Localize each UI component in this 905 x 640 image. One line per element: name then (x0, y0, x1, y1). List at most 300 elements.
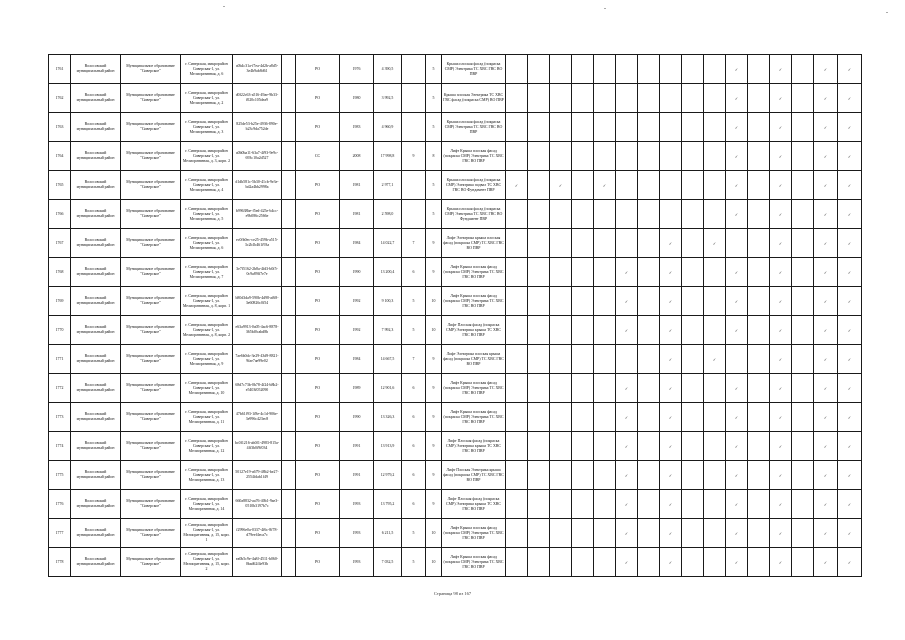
check-mark-icon: ✓ (726, 171, 748, 200)
row-number: 1775 (49, 461, 71, 490)
cadastral-id-cell: 7ae6b0dc-3e29-43d9-8821-9fae7ae99e02 (233, 345, 282, 374)
check-mark-icon: ✓ (726, 403, 748, 432)
entrances-cell: 9 (426, 345, 442, 374)
table-row (49, 287, 862, 316)
empty-mark-cell (748, 229, 770, 258)
works-list-cell: Лифт Электрика плоская крыша фасад (покраска СМР) ТС ХВС ГВС ВО ПВР (442, 345, 506, 374)
municipality-cell: Муниципальное образование "Сиверское" (121, 403, 181, 432)
floors-cell (402, 200, 426, 229)
floors-cell: 6 (402, 432, 426, 461)
empty-mark-cell (638, 258, 660, 287)
check-mark-icon: ✓ (704, 345, 726, 374)
entrances-cell: 5 (426, 200, 442, 229)
entrances-cell: 10 (426, 316, 442, 345)
empty-mark-cell (528, 200, 550, 229)
empty-mark-cell (704, 258, 726, 287)
empty-mark-cell (506, 548, 528, 577)
wall-material-cell: РО (296, 461, 340, 490)
empty-mark-cell (638, 171, 660, 200)
area-cell: 9 100,3 (374, 287, 402, 316)
empty-mark-cell (638, 55, 660, 84)
cadastral-id-cell: d1db581c-5b30-41cb-9e3e-bd2a4bb2998a (233, 171, 282, 200)
cadastral-id-cell: 47b61f93-1f8e-4c1d-906e-3e996c423ec8 (233, 403, 282, 432)
check-mark-icon: ✓ (838, 490, 862, 519)
empty-mark-cell (792, 84, 814, 113)
empty-cell (282, 519, 296, 548)
empty-mark-cell (572, 548, 594, 577)
empty-mark-cell (594, 142, 616, 171)
empty-mark-cell (682, 229, 704, 258)
empty-cell (282, 142, 296, 171)
check-mark-icon: ✓ (770, 171, 792, 200)
floors-cell: 6 (402, 258, 426, 287)
check-mark-icon: ✓ (616, 432, 638, 461)
check-mark-icon: ✓ (770, 316, 792, 345)
floors-cell: 5 (402, 519, 426, 548)
empty-mark-cell (748, 374, 770, 403)
check-mark-icon: ✓ (814, 171, 838, 200)
check-mark-icon: ✓ (594, 171, 616, 200)
empty-mark-cell (506, 113, 528, 142)
address-cell: г. Сиверская, микрорайон Сиверская-1, ул. Мелиоративная, д. 14 (181, 490, 233, 519)
check-mark-icon: ✓ (726, 316, 748, 345)
build-year-cell: 1983 (340, 113, 374, 142)
empty-mark-cell (748, 200, 770, 229)
check-mark-icon: ✓ (726, 142, 748, 171)
empty-mark-cell (704, 55, 726, 84)
empty-cell (282, 55, 296, 84)
empty-mark-cell (506, 287, 528, 316)
empty-mark-cell (550, 113, 572, 142)
empty-mark-cell (638, 374, 660, 403)
address-cell: г. Сиверская, микрорайон Сиверская-1, ул. Мелиоративная, д. 10 (181, 374, 233, 403)
row-number: 1766 (49, 200, 71, 229)
check-mark-icon: ✓ (726, 519, 748, 548)
empty-cell (282, 287, 296, 316)
check-mark-icon: ✓ (814, 142, 838, 171)
cadastral-id-cell: b80d3da9-590b-4d98-af68-3e60826c0f54 (233, 287, 282, 316)
empty-mark-cell (792, 490, 814, 519)
empty-mark-cell (550, 287, 572, 316)
entrances-cell: 9 (426, 490, 442, 519)
empty-mark-cell (660, 171, 682, 200)
empty-mark-cell (572, 84, 594, 113)
wall-material-cell: РО (296, 490, 340, 519)
empty-mark-cell (528, 548, 550, 577)
build-year-cell: 1991 (340, 461, 374, 490)
build-year-cell: 1984 (340, 345, 374, 374)
empty-mark-cell (704, 113, 726, 142)
empty-mark-cell (638, 490, 660, 519)
check-mark-icon: ✓ (814, 519, 838, 548)
empty-mark-cell (550, 345, 572, 374)
empty-cell (282, 84, 296, 113)
wall-material-cell: РО (296, 403, 340, 432)
works-list-cell: Лифт Крыша плоская фасад (покраска СМР) Электрика ТС ХВС ГВС ВО ПВР (442, 142, 506, 171)
works-list-cell: Крыша плоская фасад (покраска СМР) Электрика подвал ТС ХВС ГВС ВО Фундамент ПВР (442, 171, 506, 200)
empty-mark-cell (748, 432, 770, 461)
empty-mark-cell (506, 374, 528, 403)
empty-mark-cell (638, 403, 660, 432)
empty-mark-cell (748, 461, 770, 490)
check-mark-icon: ✓ (770, 84, 792, 113)
empty-cell (282, 316, 296, 345)
wall-material-cell: РО (296, 287, 340, 316)
empty-mark-cell (550, 55, 572, 84)
check-mark-icon: ✓ (506, 171, 528, 200)
empty-mark-cell (748, 490, 770, 519)
works-list-cell: Лифт Плоская фасад (покраска СМР) Электрика крыша ТС ХВС ГВС ВО ПВР (442, 432, 506, 461)
wall-material-cell: РО (296, 432, 340, 461)
empty-mark-cell (616, 200, 638, 229)
district-cell: Волосовский муниципальный район (71, 142, 121, 171)
empty-cell (282, 171, 296, 200)
entrances-cell: 9 (426, 432, 442, 461)
empty-mark-cell (572, 55, 594, 84)
check-mark-icon: ✓ (726, 548, 748, 577)
district-cell: Волосовский муниципальный район (71, 113, 121, 142)
check-mark-icon: ✓ (770, 258, 792, 287)
check-mark-icon: ✓ (660, 490, 682, 519)
cadastral-id-cell: ea0b5c9e-4a8f-4511-b060-0bad62f4e93b (233, 548, 282, 577)
check-mark-icon: ✓ (660, 461, 682, 490)
empty-mark-cell (704, 316, 726, 345)
empty-mark-cell (638, 229, 660, 258)
empty-mark-cell (528, 55, 550, 84)
empty-mark-cell (748, 548, 770, 577)
empty-mark-cell (682, 258, 704, 287)
cadastral-id-cell: a0b4c31a-f7ea-4d2b-a8d5-3e4b9ab8d61 (233, 55, 282, 84)
district-cell: Волосовский муниципальный район (71, 84, 121, 113)
empty-mark-cell (506, 200, 528, 229)
check-mark-icon: ✓ (814, 432, 838, 461)
check-mark-icon: ✓ (660, 316, 682, 345)
check-mark-icon: ✓ (726, 490, 748, 519)
district-cell: Волосовский муниципальный район (71, 258, 121, 287)
district-cell: Волосовский муниципальный район (71, 200, 121, 229)
empty-mark-cell (792, 519, 814, 548)
check-mark-icon: ✓ (814, 490, 838, 519)
build-year-cell: 1993 (340, 519, 374, 548)
district-cell: Волосовский муниципальный район (71, 403, 121, 432)
empty-mark-cell (704, 461, 726, 490)
empty-cell (282, 548, 296, 577)
entrances-cell: 10 (426, 287, 442, 316)
empty-mark-cell (638, 287, 660, 316)
wall-material-cell: РО (296, 171, 340, 200)
works-list-cell: Лифт Крыша плоская фасад (покраска СМР) Электрика ТС ХВС ГВС ВО ПВР (442, 374, 506, 403)
area-cell: 13 326,3 (374, 403, 402, 432)
build-year-cell: 2008 (340, 142, 374, 171)
empty-mark-cell (528, 171, 550, 200)
district-cell: Волосовский муниципальный район (71, 461, 121, 490)
scan-speck (886, 12, 888, 13)
empty-mark-cell (638, 84, 660, 113)
check-mark-icon: ✓ (550, 171, 572, 200)
floors-cell: 7 (402, 345, 426, 374)
empty-mark-cell (572, 490, 594, 519)
row-number: 1762 (49, 84, 71, 113)
empty-cell (282, 113, 296, 142)
empty-mark-cell (528, 490, 550, 519)
empty-mark-cell (594, 113, 616, 142)
district-cell: Волосовский муниципальный район (71, 229, 121, 258)
empty-mark-cell (506, 142, 528, 171)
cadastral-id-cell: d0f22c63-a516-49ae-9b33-f020c105dea9 (233, 84, 282, 113)
empty-mark-cell (704, 142, 726, 171)
check-mark-icon: ✓ (660, 229, 682, 258)
municipality-cell: Муниципальное образование "Сиверское" (121, 55, 181, 84)
empty-mark-cell (550, 229, 572, 258)
entrances-cell: 10 (426, 548, 442, 577)
empty-mark-cell (704, 171, 726, 200)
check-mark-icon: ✓ (726, 113, 748, 142)
check-mark-icon: ✓ (616, 287, 638, 316)
works-list-cell: Лифт Электрика крыша плоская фасад (покраска СМР) ТС ХВС ГВС ВО ПВР (442, 229, 506, 258)
district-cell: Волосовский муниципальный район (71, 374, 121, 403)
district-cell: Волосовский муниципальный район (71, 287, 121, 316)
empty-mark-cell (792, 403, 814, 432)
empty-mark-cell (594, 432, 616, 461)
empty-mark-cell (704, 403, 726, 432)
floors-cell: 7 (402, 229, 426, 258)
row-number: 1776 (49, 490, 71, 519)
cadastral-id-cell: e63a9913-0a05-4ac6-8878-365bf0cabd8b (233, 316, 282, 345)
entrances-cell: 5 (426, 84, 442, 113)
area-cell: 14 022,7 (374, 229, 402, 258)
check-mark-icon: ✓ (838, 374, 862, 403)
table-row (49, 171, 862, 200)
area-cell: 6 211,5 (374, 519, 402, 548)
area-cell: 13 795,2 (374, 490, 402, 519)
check-mark-icon: ✓ (616, 490, 638, 519)
empty-mark-cell (594, 55, 616, 84)
empty-cell (282, 229, 296, 258)
municipality-cell: Муниципальное образование "Сиверское" (121, 287, 181, 316)
check-mark-icon: ✓ (616, 316, 638, 345)
check-mark-icon: ✓ (770, 287, 792, 316)
check-mark-icon: ✓ (838, 548, 862, 577)
entrances-cell: 9 (426, 229, 442, 258)
cadastral-id-cell: a0b0ba11-63a7-4f93-9e9c-693c10a2d527 (233, 142, 282, 171)
check-mark-icon: ✓ (616, 374, 638, 403)
district-cell: Волосовский муниципальный район (71, 316, 121, 345)
cadastral-id-cell: 660a8832-aa76-40b1-9ae3-0510b3197b7c (233, 490, 282, 519)
empty-mark-cell (726, 345, 748, 374)
build-year-cell: 1993 (340, 490, 374, 519)
check-mark-icon: ✓ (704, 229, 726, 258)
check-mark-icon: ✓ (814, 374, 838, 403)
empty-mark-cell (594, 200, 616, 229)
area-cell: 4 960,9 (374, 113, 402, 142)
empty-mark-cell (528, 432, 550, 461)
empty-mark-cell (616, 229, 638, 258)
check-mark-icon: ✓ (838, 461, 862, 490)
empty-mark-cell (550, 316, 572, 345)
empty-mark-cell (748, 84, 770, 113)
check-mark-icon: ✓ (616, 461, 638, 490)
empty-mark-cell (704, 519, 726, 548)
empty-mark-cell (550, 403, 572, 432)
empty-mark-cell (506, 229, 528, 258)
table-row (49, 258, 862, 287)
works-list-cell: Лифт Плоская фасад (покраска СМР) Электрика крыша ТС ХВС ГВС ВО ПВР (442, 316, 506, 345)
district-cell: Волосовский муниципальный район (71, 548, 121, 577)
empty-mark-cell (638, 113, 660, 142)
address-cell: г. Сиверская, микрорайон Сиверская-1, ул. Мелиоративная, д. 13 (181, 461, 233, 490)
build-year-cell: 1991 (340, 432, 374, 461)
empty-mark-cell (792, 142, 814, 171)
scan-speck (604, 8, 606, 9)
empty-mark-cell (550, 374, 572, 403)
empty-mark-cell (748, 519, 770, 548)
cadastral-id-cell: b99638be-f5ed-425e-b4cc-e9b086c2566e (233, 200, 282, 229)
empty-mark-cell (792, 287, 814, 316)
empty-mark-cell (682, 113, 704, 142)
check-mark-icon: ✓ (770, 461, 792, 490)
empty-mark-cell (528, 345, 550, 374)
row-number: 1767 (49, 229, 71, 258)
empty-mark-cell (594, 345, 616, 374)
empty-mark-cell (550, 84, 572, 113)
scan-speck (223, 6, 225, 7)
empty-mark-cell (616, 142, 638, 171)
empty-mark-cell (550, 461, 572, 490)
address-cell: г. Сиверская, микрорайон Сиверская-1, ул. Мелиоративная, д. 8, корп. 2 (181, 316, 233, 345)
check-mark-icon: ✓ (726, 200, 748, 229)
empty-mark-cell (792, 229, 814, 258)
empty-mark-cell (616, 113, 638, 142)
empty-mark-cell (638, 432, 660, 461)
wall-material-cell: РО (296, 113, 340, 142)
table-row (49, 142, 862, 171)
empty-mark-cell (572, 403, 594, 432)
check-mark-icon: ✓ (616, 519, 638, 548)
check-mark-icon: ✓ (838, 229, 862, 258)
check-mark-icon: ✓ (838, 316, 862, 345)
row-number: 1769 (49, 287, 71, 316)
check-mark-icon: ✓ (838, 171, 862, 200)
check-mark-icon: ✓ (838, 55, 862, 84)
floors-cell: 6 (402, 461, 426, 490)
check-mark-icon: ✓ (770, 432, 792, 461)
check-mark-icon: ✓ (660, 519, 682, 548)
empty-mark-cell (660, 113, 682, 142)
municipality-cell: Муниципальное образование "Сиверское" (121, 345, 181, 374)
empty-mark-cell (616, 345, 638, 374)
table-row (49, 84, 862, 113)
check-mark-icon: ✓ (660, 258, 682, 287)
empty-cell (282, 490, 296, 519)
empty-mark-cell (792, 316, 814, 345)
entrances-cell: 5 (426, 55, 442, 84)
build-year-cell: 1980 (340, 84, 374, 113)
works-list-cell: Крыша плоская фасад (покраска СМР) Электрика ТС ХВС ГВС ВО ПВР (442, 55, 506, 84)
empty-mark-cell (638, 519, 660, 548)
area-cell: 2 977,1 (374, 171, 402, 200)
check-mark-icon: ✓ (838, 345, 862, 374)
entrances-cell: 5 (426, 113, 442, 142)
table-row (49, 490, 862, 519)
floors-cell (402, 84, 426, 113)
wall-material-cell: РО (296, 519, 340, 548)
check-mark-icon: ✓ (814, 200, 838, 229)
check-mark-icon: ✓ (726, 461, 748, 490)
table-row (49, 113, 862, 142)
check-mark-icon: ✓ (770, 403, 792, 432)
empty-mark-cell (682, 548, 704, 577)
empty-mark-cell (726, 229, 748, 258)
empty-mark-cell (748, 142, 770, 171)
check-mark-icon: ✓ (726, 287, 748, 316)
empty-mark-cell (572, 171, 594, 200)
empty-mark-cell (792, 548, 814, 577)
empty-mark-cell (550, 142, 572, 171)
wall-material-cell: РО (296, 200, 340, 229)
wall-material-cell: РО (296, 229, 340, 258)
check-mark-icon: ✓ (770, 490, 792, 519)
check-mark-icon: ✓ (770, 55, 792, 84)
row-number: 1761 (49, 55, 71, 84)
municipality-cell: Муниципальное образование "Сиверское" (121, 171, 181, 200)
table-row (49, 55, 862, 84)
floors-cell: 6 (402, 403, 426, 432)
empty-mark-cell (682, 374, 704, 403)
area-cell: 7 992,3 (374, 316, 402, 345)
empty-mark-cell (792, 258, 814, 287)
municipality-cell: Муниципальное образование "Сиверское" (121, 142, 181, 171)
table-row (49, 403, 862, 432)
empty-mark-cell (506, 316, 528, 345)
empty-mark-cell (638, 316, 660, 345)
empty-cell (282, 403, 296, 432)
empty-mark-cell (682, 461, 704, 490)
check-mark-icon: ✓ (616, 403, 638, 432)
check-mark-icon: ✓ (660, 403, 682, 432)
build-year-cell: 1992 (340, 316, 374, 345)
check-mark-icon: ✓ (726, 258, 748, 287)
cadastral-id-cell: ec0fb0ec-ce25-459b-a515-3c2b1b461f93a (233, 229, 282, 258)
area-cell: 17 998,8 (374, 142, 402, 171)
table-body (49, 55, 862, 577)
empty-mark-cell (572, 461, 594, 490)
table-row (49, 432, 862, 461)
empty-mark-cell (594, 461, 616, 490)
empty-mark-cell (704, 287, 726, 316)
district-cell: Волосовский муниципальный район (71, 171, 121, 200)
check-mark-icon: ✓ (660, 374, 682, 403)
empty-mark-cell (528, 258, 550, 287)
municipality-cell: Муниципальное образование "Сиверское" (121, 548, 181, 577)
cadastral-id-cell: 825de53-b25e-4936-890e-b23c9da752de (233, 113, 282, 142)
check-mark-icon: ✓ (770, 200, 792, 229)
floors-cell: 5 (402, 548, 426, 577)
floors-cell (402, 55, 426, 84)
check-mark-icon: ✓ (770, 345, 792, 374)
check-mark-icon: ✓ (770, 229, 792, 258)
area-cell: 13 913,9 (374, 432, 402, 461)
district-cell: Волосовский муниципальный район (71, 432, 121, 461)
empty-mark-cell (528, 519, 550, 548)
empty-mark-cell (528, 461, 550, 490)
empty-mark-cell (550, 490, 572, 519)
empty-mark-cell (572, 229, 594, 258)
empty-mark-cell (748, 258, 770, 287)
empty-mark-cell (506, 345, 528, 374)
empty-mark-cell (748, 55, 770, 84)
wall-material-cell: РО (296, 258, 340, 287)
area-cell: 3 992,5 (374, 84, 402, 113)
